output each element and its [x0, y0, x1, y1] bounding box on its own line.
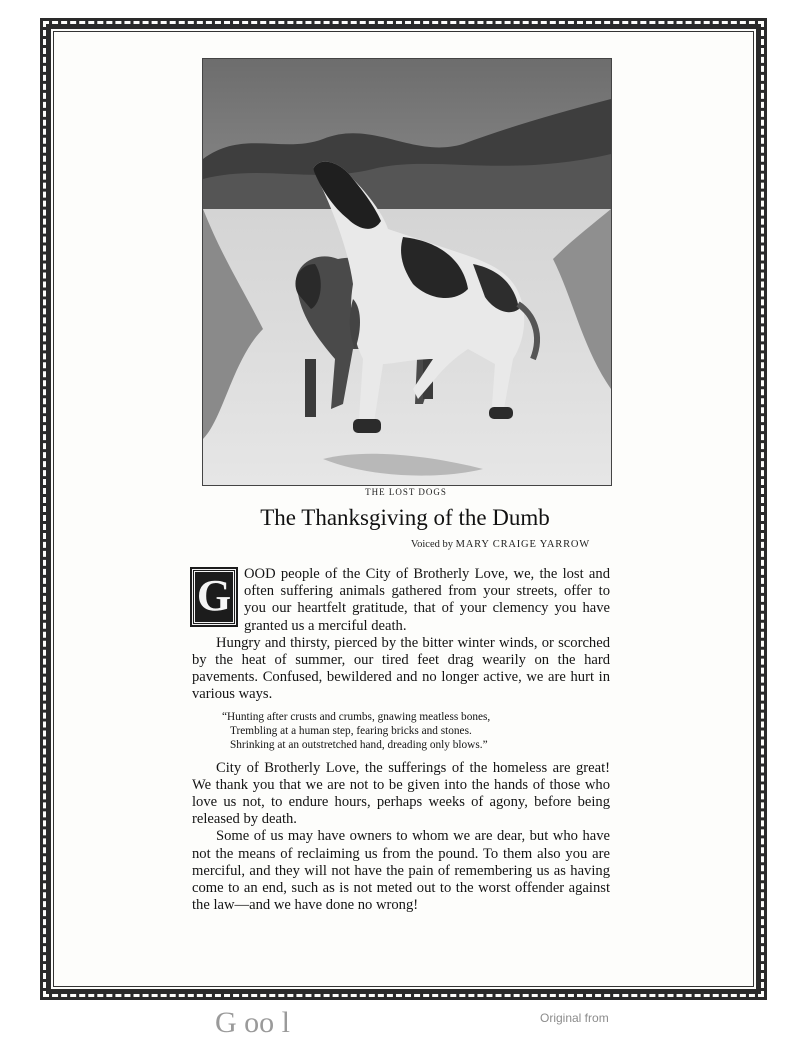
verse-line: Shrinking at an outstretched hand, dreading only blows.”	[230, 738, 488, 751]
photo-caption: THE LOST DOGS	[365, 487, 447, 497]
verse-line: “Hunting after crusts and crumbs, gnawing meatless bones,	[222, 710, 491, 723]
article-title: The Thanksgiving of the Dumb	[260, 505, 550, 530]
author-name: MARY CRAIGE YARROW	[455, 539, 590, 550]
article-body	[192, 566, 610, 914]
lost-dogs-photo	[202, 58, 612, 486]
voiced-by-label: Voiced by	[410, 539, 453, 550]
verse-quote	[222, 710, 610, 752]
drop-cap: G	[192, 569, 236, 625]
footer-watermark: G oo l	[215, 1006, 290, 1039]
byline	[330, 539, 590, 550]
verse-line: Trembling at a human step, fearing bricks and stones.	[230, 724, 472, 737]
footer-note: Original from	[540, 1011, 609, 1025]
paragraph-1-text: OOD people of the City of Brotherly Love, we, the lost and often suffering animals gathered from your streets, offer to you our heartfelt gratitude, that of your clemency you have granted us a merciful death.	[244, 566, 610, 634]
paragraph-1	[192, 566, 610, 635]
paragraph-4: Some of us may have owners to whom we are dear, but who have not the means of reclaiming us from the pound. To them also you are merciful, and they will not have the pain of remembering us as having come to an end, such as is not meted out to the worst offender against the law—and we have done no wrong!	[192, 828, 610, 914]
paragraph-2: Hungry and thirsty, pierced by the bitter winter winds, or scorched by the heat of summer, our tired feet drag wearily on the hard pavements. Confused, bewildered and no longer active, we are hurt in various ways.	[192, 634, 610, 703]
paragraph-3: City of Brotherly Love, the sufferings of the homeless are great! We thank you that we are not to be given into the hands of those who love us not, to endure hours, perhaps weeks of agony, before being released by death.	[192, 759, 610, 828]
